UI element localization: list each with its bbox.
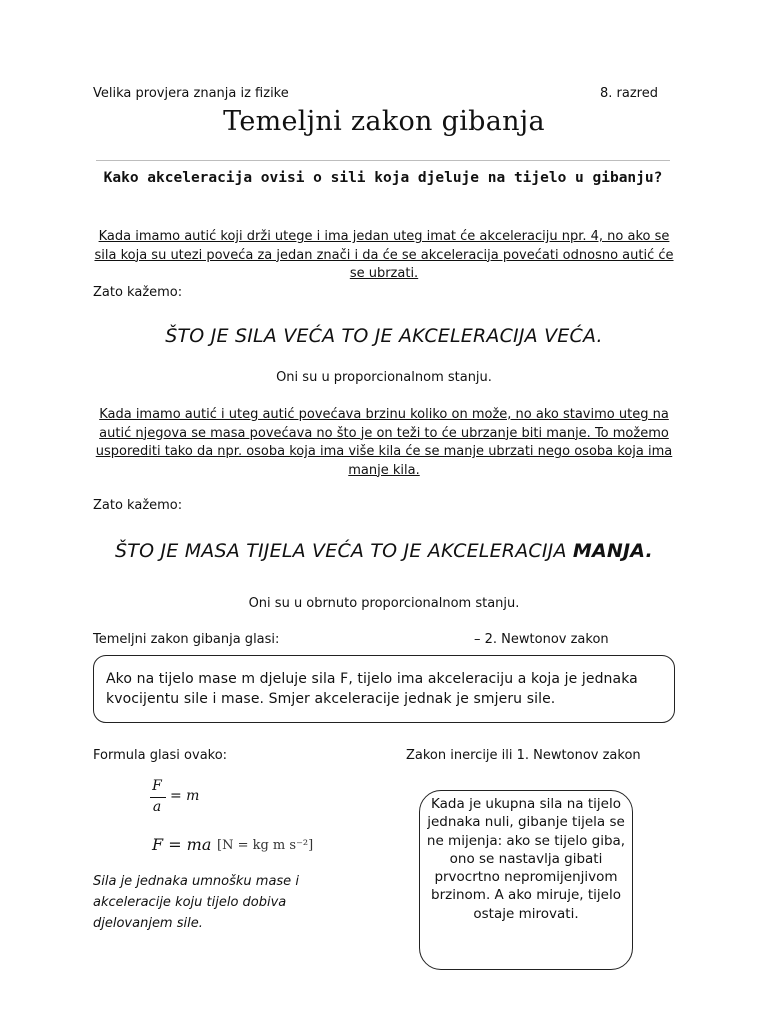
statement-force: ŠTO JE SILA VEĆA TO JE AKCELERACIJA VEĆA. [165, 325, 603, 347]
proportional-note: Oni su u proporcionalnom stanju. [276, 370, 492, 385]
paragraph-mass: Kada imamo autić i uteg autić povećava brzinu koliko on može, no ako stavimo uteg na autić njegova se masa povećava no što je on teži to će ubrzanje biti manje. To možemo usporediti tako da npr. osoba koja ima više kila će se manje ubrzati nego osoba koja ima manje kila. [95, 407, 673, 478]
formula-rhs: = m [170, 788, 200, 804]
fraction-denominator: a [152, 799, 162, 815]
formula-units: [N = kg m s⁻²] [217, 838, 314, 853]
law-text: Ako na tijelo mase m djeluje sila F, tijelo ima akceleraciju a koja je jednaka kvocijentu sile i mase. Smjer akceleracije jednak je smjeru sile. [106, 671, 638, 707]
formula-fma: F = ma [152, 835, 212, 854]
statement-mass [0, 540, 768, 562]
zato-label-1: Zato kažemo: [93, 285, 183, 300]
formula-label: Formula glasi ovako: [93, 748, 228, 763]
paragraph-force: Kada imamo autić koji drži utege i ima jedan uteg imat će akceleraciju npr. 4, no ako se sila koja su utezi poveća za jedan znači i da će se akceleracija povećati odnosno autić će se ubrzati. [94, 229, 674, 281]
zato-label-2: Zato kažemo: [93, 498, 183, 513]
statement-mass-end: MANJA. [572, 540, 653, 562]
header-subject: Velika provjera znanja iz fizike [93, 86, 289, 101]
question-heading: Kako akceleracija ovisi o sili koja djeluje na tijelo u gibanju? [103, 170, 663, 186]
inverse-note: Oni su u obrnuto proporcionalnom stanju. [248, 596, 520, 611]
title-divider [96, 160, 670, 161]
inertia-text: Kada je ukupna sila na tijelo jednaka nuli, gibanje tijela se ne mijenja: ako se tijelo giba, ono se nastavlja gibati prvocrtno nepromijenjivom brzinom. A ako miruje, tijelo ostaje mirovati. [426, 796, 626, 922]
fraction-numerator: F [152, 778, 162, 794]
page-title: Temeljni zakon gibanja [223, 106, 545, 137]
fraction-bar [150, 797, 166, 798]
formula-description: Sila je jednaka umnošku mase i akceleracije koju tijelo dobiva djelovanjem sile. [93, 874, 299, 931]
statement-mass-main: ŠTO JE MASA TIJELA VEĆA TO JE AKCELERACIJA [115, 540, 573, 562]
law-name: – 2. Newtonov zakon [474, 632, 609, 647]
law-label: Temeljni zakon gibanja glasi: [93, 632, 280, 647]
inertia-label: Zakon inercije ili 1. Newtonov zakon [406, 748, 641, 763]
header-grade: 8. razred [600, 86, 658, 101]
